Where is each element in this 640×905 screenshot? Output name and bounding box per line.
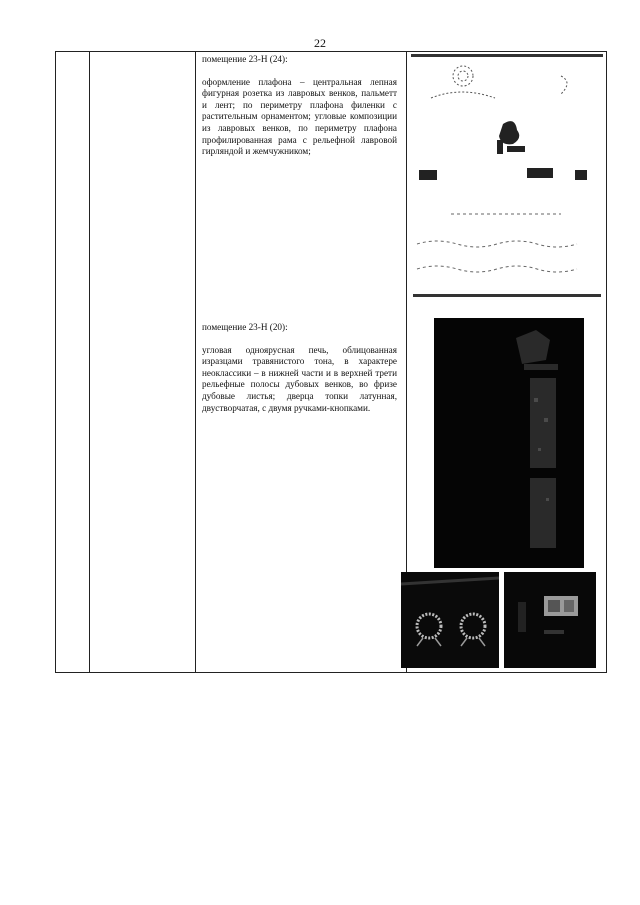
entry-text: угловая одноярусная печь, облицованная изразцами травянистого тона, в характере неоклассики – в нижней части и в верхней трети рельефные полосы дубовых венков, во фризе дубовые листья; дверца топки латунная, двустворчатая, с двумя ручками-кнопками. xyxy=(202,344,397,413)
table-cell-photos xyxy=(407,52,607,673)
table-cell-description xyxy=(196,52,407,673)
table-row xyxy=(56,52,607,673)
stove-wreath-detail-photo xyxy=(401,572,499,668)
entry-text: оформление плафона – центральная лепная фигурная розетка из лавровых венков, пальметт и лент; по периметру плафона филенки с растительным орнаментом; угловые композиции из лавровых венков, по периметру плафона профилированная рама с рельефной лавровой гирляндой и жемчужником; xyxy=(202,76,397,157)
stove-door-detail-photo xyxy=(504,572,596,668)
entry-room-20 xyxy=(202,322,397,414)
table-cell-object xyxy=(90,52,196,673)
ceiling-photo xyxy=(411,54,603,302)
stove-photo xyxy=(434,318,584,568)
table-cell-index xyxy=(56,52,90,673)
entry-heading: помещение 23-Н (20): xyxy=(202,322,288,332)
description-table xyxy=(55,51,607,673)
entry-heading: помещение 23-Н (24): xyxy=(202,54,288,64)
entry-room-24 xyxy=(202,54,397,158)
page-number: 22 xyxy=(314,36,326,50)
